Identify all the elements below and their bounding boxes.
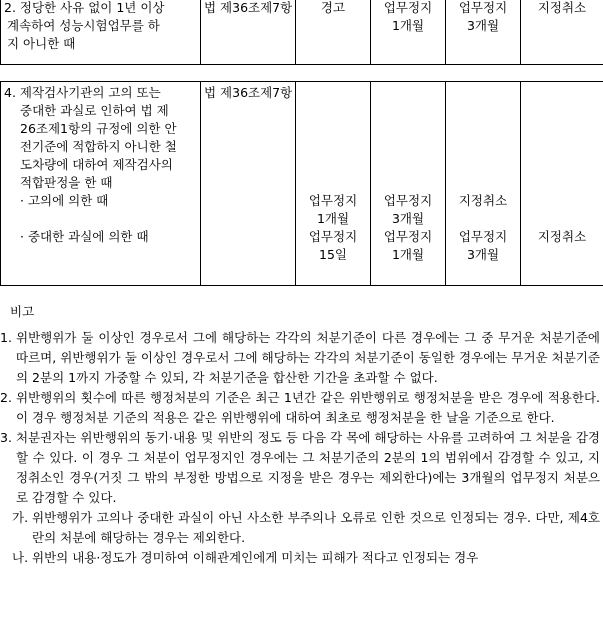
penalty-text: 업무정지 — [383, 0, 433, 15]
third-violation-cell — [446, 82, 521, 286]
remark-item — [0, 328, 600, 388]
remark-subitem-number: 가. — [12, 510, 29, 525]
penalty-text: 업무정지 — [383, 193, 433, 208]
fourth-violation-cell — [521, 82, 603, 286]
remark-subitem — [0, 548, 600, 568]
remarks-heading: 비고 — [10, 304, 35, 319]
law-cell — [201, 82, 296, 286]
third-violation-cell — [446, 0, 521, 65]
penalty-text: 지정취소 — [537, 229, 587, 244]
fourth-violation-cell — [521, 0, 603, 65]
penalty-text: 업무정지 — [308, 193, 358, 208]
remark-subitem — [0, 508, 600, 548]
sub-item-label: · 고의에 의한 때 — [20, 193, 109, 208]
remark-number: 1. — [0, 330, 12, 345]
violation-table-row2 — [0, 0, 603, 65]
law-text: 법 제36조제7항 — [204, 85, 293, 100]
law-cell — [201, 0, 296, 65]
penalty-text: 업무정지 — [458, 229, 508, 244]
violation-item-cell — [1, 0, 201, 65]
remark-item — [0, 428, 600, 508]
item-text: 중대한 과실로 인하여 법 제 — [20, 103, 169, 118]
remark-subitem-text: 위반행위가 고의나 중대한 과실이 아닌 사소한 부주의나 오류로 인한 것으로 인정되는 경우. 다만, 제4호란의 처분에 해당하는 경우는 제외한다. — [32, 510, 600, 545]
violation-item-cell — [1, 82, 201, 286]
remark-text: 처분권자는 위반행위의 동기·내용 및 위반의 정도 등 다음 각 목에 해당하는 사유를 고려하여 그 처분을 감경할 수 있다. 이 경우 그 처분이 업무정지인 경우에는 그 처분기준의 2분의 1의 범위에서 감경할 수 있고, 지정취소인 경우(거짓 그 밖의 부정한 방법으로 지정을 받은 경우는 제외한다)에는 3개월의 업무정지 처분으로 감경할 수 있다. — [16, 430, 600, 505]
table-row — [1, 0, 603, 65]
table-row — [1, 82, 603, 286]
remark-subitem-text: 위반의 내용·정도가 경미하여 이해관계인에게 미치는 피해가 적다고 인정되는 경우 — [32, 550, 479, 565]
item-text: 전기준에 적합하지 아니한 철 — [20, 139, 177, 154]
penalty-text: 경고 — [320, 0, 346, 15]
item-text: 계속하여 성능시험업무를 하 — [7, 18, 160, 33]
item-text: 26조제1항의 규정에 의한 안 — [20, 121, 177, 136]
penalty-text: 3개월 — [466, 18, 500, 33]
remark-number: 3. — [0, 430, 12, 445]
item-text: 2. 정당한 사유 없이 1년 이상 — [4, 0, 165, 15]
first-violation-cell — [296, 0, 371, 65]
item-text: 4. 제작검사기관의 고의 또는 — [4, 85, 161, 100]
item-text: 지 아니한 때 — [7, 36, 76, 51]
penalty-text: 3개월 — [391, 211, 425, 226]
penalty-text: 3개월 — [466, 247, 500, 262]
second-violation-cell — [371, 0, 446, 65]
item-text: 도차량에 대하여 제작검사의 — [20, 157, 173, 172]
penalty-text: 15일 — [319, 247, 347, 262]
remark-text: 위반행위가 둘 이상인 경우로서 그에 해당하는 각각의 처분기준이 다른 경우에는 그 중 무거운 처분기준에 따르며, 위반행위가 둘 이상인 경우로서 그에 해당하는 각각의 처분기준이 동일한 경우에는 무거운 처분기준의 2분의 1까지 가중할 수 있되, 각 처분기준을 합산한 기간을 초과할 수 없다. — [16, 330, 600, 385]
penalty-text: 지정취소 — [537, 0, 587, 15]
second-violation-cell — [371, 82, 446, 286]
remark-subitem-number: 나. — [12, 550, 29, 565]
penalty-text: 1개월 — [391, 18, 425, 33]
law-text: 법 제36조제7항 — [204, 0, 293, 15]
first-violation-cell — [296, 82, 371, 286]
sub-item-label: · 중대한 과실에 의한 때 — [20, 229, 149, 244]
remarks-section — [0, 302, 600, 568]
violation-table-row4 — [0, 81, 603, 286]
remark-text: 위반행위의 횟수에 따른 행정처분의 기준은 최근 1년간 같은 위반행위로 행정처분을 받은 경우에 적용한다. 이 경우 행정처분 기준의 적용은 같은 위반행위에 대하여 최초로 행정처분을 한 날을 기준으로 한다. — [16, 390, 600, 425]
penalty-text: 1개월 — [391, 247, 425, 262]
penalty-text: 1개월 — [316, 211, 350, 226]
item-text: 적합판정을 한 때 — [20, 175, 113, 190]
penalty-text: 업무정지 — [308, 229, 358, 244]
remark-number: 2. — [0, 390, 12, 405]
penalty-text: 업무정지 — [383, 229, 433, 244]
penalty-text: 업무정지 — [458, 0, 508, 15]
remark-item — [0, 388, 600, 428]
penalty-text: 지정취소 — [458, 193, 508, 208]
